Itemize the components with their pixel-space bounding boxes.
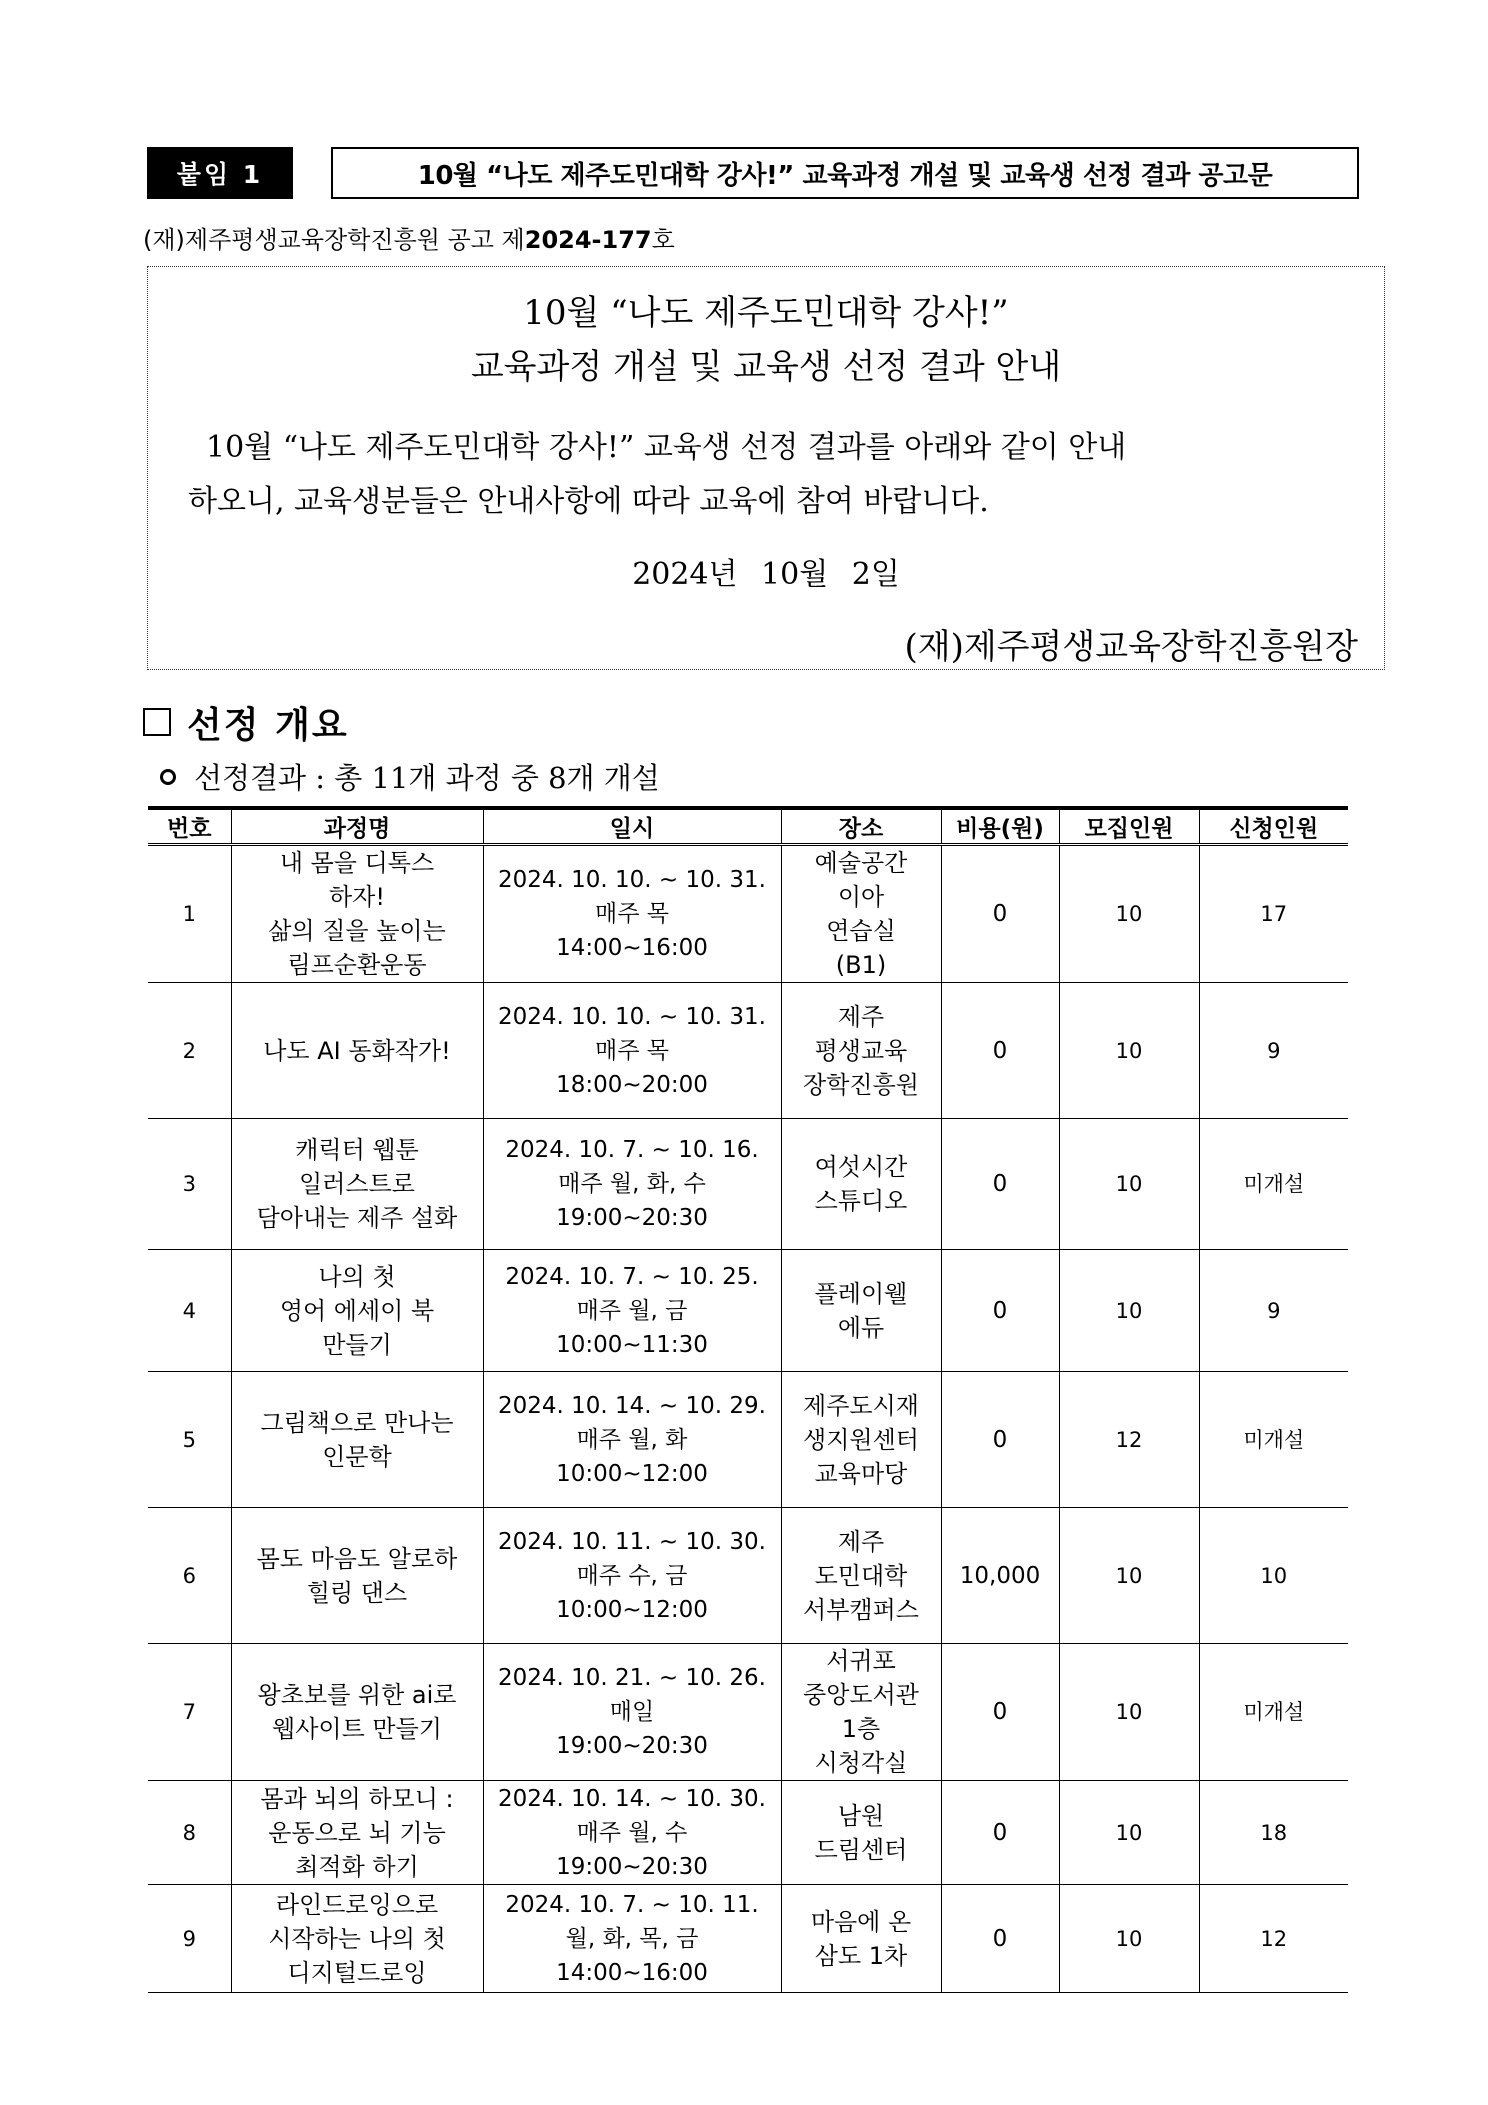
cell-name-line: 힐링 댄스	[306, 1578, 408, 1607]
table-row	[148, 1644, 1348, 1781]
cell-name-line: 몸과 뇌의 하모니 :	[260, 1784, 454, 1813]
cell-place-line: 플레이웰	[814, 1279, 908, 1308]
cell-date-line: 매주 월, 금	[576, 1297, 688, 1324]
cell-date-line: 2024. 10. 21. ~ 10. 26.	[498, 1665, 766, 1691]
cell-applicants: 9	[1199, 1250, 1348, 1372]
cell-date-line: 매일	[609, 1699, 655, 1725]
cell-date	[483, 845, 781, 983]
cell-place	[781, 1372, 941, 1508]
column-header-cost: 비용(원)	[941, 808, 1059, 845]
cell-applicants: 9	[1199, 983, 1348, 1119]
checkbox-icon	[143, 708, 171, 736]
cell-place-line: 제주	[837, 1002, 885, 1031]
cell-cost: 0	[941, 845, 1059, 983]
cell-date-line: 19:00~20:30	[556, 1205, 708, 1231]
cell-cost: 0	[941, 1644, 1059, 1781]
cell-date-line: 18:00~20:00	[556, 1071, 708, 1098]
cell-cost: 0	[941, 1885, 1059, 1993]
cell-applicants: 18	[1199, 1781, 1348, 1885]
cell-date	[483, 1644, 781, 1781]
cell-date-line: 2024. 10. 10. ~ 10. 31.	[498, 1003, 766, 1030]
cell-place-line: 1층	[841, 1715, 881, 1743]
cell-name-line: 내 몸을 디톡스	[279, 849, 435, 877]
cell-name-line: 나의 첫	[318, 1262, 396, 1291]
cell-place-line: 장학진흥원	[803, 1070, 919, 1099]
cell-date-line: 10:00~12:00	[556, 1460, 708, 1487]
cell-cost: 0	[941, 1119, 1059, 1250]
notice-body-line1: 10월 “나도 제주도민대학 강사!” 교육생 선정 결과를 아래와 같이 안내	[206, 430, 1127, 465]
notice-number-value: 2024-177	[524, 226, 652, 254]
cell-name-line: 웹사이트 만들기	[272, 1715, 442, 1743]
cell-place	[781, 1508, 941, 1644]
cell-name-line: 몸도 마음도 알로하	[256, 1544, 458, 1573]
cell-name-line: 하자!	[329, 883, 385, 911]
cell-name-line: 나도 AI 동화작가!	[263, 1036, 451, 1065]
cell-cost: 0	[941, 1781, 1059, 1885]
cell-place-line: 드림센터	[814, 1835, 908, 1864]
cell-place-line: 도민대학	[814, 1561, 908, 1590]
table-header-row	[148, 808, 1348, 845]
cell-place	[781, 1119, 941, 1250]
notice-body-line2: 하오니, 교육생분들은 안내사항에 따라 교육에 참여 바랍니다.	[188, 484, 989, 519]
cell-capacity: 10	[1059, 1781, 1199, 1885]
cell-name	[231, 1250, 483, 1372]
cell-date-line: 2024. 10. 14. ~ 10. 29.	[498, 1392, 766, 1419]
cell-cost: 0	[941, 1372, 1059, 1508]
cell-name-line: 삶의 질을 높이는	[268, 917, 446, 945]
cell-place-line: 이아	[837, 883, 885, 911]
cell-place	[781, 845, 941, 983]
cell-place-line: 여섯시간	[814, 1153, 908, 1181]
cell-cost: 0	[941, 1250, 1059, 1372]
cell-name-line: 운동으로 뇌 기능	[268, 1818, 446, 1847]
cell-name-line: 그림책으로 만나는	[260, 1408, 454, 1437]
column-header-date: 일시	[483, 808, 781, 845]
cell-date-line: 2024. 10. 7. ~ 10. 25.	[505, 1263, 759, 1290]
cell-capacity: 10	[1059, 1508, 1199, 1644]
cell-date	[483, 1885, 781, 1993]
cell-place-line: 예술공간	[814, 849, 908, 877]
cell-no: 8	[148, 1781, 231, 1885]
cell-name-line: 일러스트로	[299, 1170, 415, 1198]
cell-place-line: 평생교육	[814, 1036, 908, 1065]
course-table	[148, 806, 1348, 1993]
cell-name-line: 디지털드로잉	[287, 1958, 427, 1987]
cell-date-line: 2024. 10. 10. ~ 10. 31.	[498, 867, 766, 893]
table-row	[148, 1372, 1348, 1508]
notice-date: 2024년 10월 2일	[632, 557, 900, 592]
table-row	[148, 1508, 1348, 1644]
cell-date-line: 19:00~20:30	[556, 1853, 708, 1880]
cell-date-line: 2024. 10. 7. ~ 10. 11.	[505, 1891, 759, 1918]
cell-place-line: 삼도 1차	[814, 1941, 908, 1970]
cell-place-line: 교육마당	[814, 1459, 908, 1488]
cell-date-line: 14:00~16:00	[556, 1959, 708, 1986]
notice-number	[143, 220, 675, 255]
cell-name	[231, 1885, 483, 1993]
cell-date-line: 10:00~11:30	[556, 1331, 708, 1358]
cell-place	[781, 1885, 941, 1993]
notice-number-prefix: (재)제주평생교육장학진흥원 공고 제	[143, 226, 525, 254]
cell-name-line: 영어 에세이 북	[279, 1296, 435, 1325]
table-row	[148, 983, 1348, 1119]
cell-capacity: 10	[1059, 983, 1199, 1119]
cell-capacity: 12	[1059, 1372, 1199, 1508]
cell-no: 3	[148, 1119, 231, 1250]
cell-applicants: 미개설	[1199, 1644, 1348, 1781]
cell-capacity: 10	[1059, 1250, 1199, 1372]
document-title: 10월 “나도 제주도민대학 강사!” 교육과정 개설 및 교육생 선정 결과 공고문	[331, 147, 1359, 199]
notice-number-suffix: 호	[651, 226, 675, 254]
attachment-badge: 붙임 1	[147, 147, 293, 199]
column-header-capacity: 모집인원	[1059, 808, 1199, 845]
table-row	[148, 845, 1348, 983]
cell-no: 5	[148, 1372, 231, 1508]
cell-date-line: 매주 월, 화, 수	[558, 1171, 706, 1197]
cell-date	[483, 1372, 781, 1508]
cell-place-line: 남원	[837, 1801, 885, 1830]
cell-name	[231, 1372, 483, 1508]
cell-place-line: 생지원센터	[803, 1425, 919, 1454]
cell-applicants: 10	[1199, 1508, 1348, 1644]
column-header-place: 장소	[781, 808, 941, 845]
selection-summary	[160, 756, 660, 797]
cell-place-line: 연습실	[826, 917, 896, 945]
cell-date-line: 매주 월, 수	[576, 1819, 688, 1846]
notice-title-line1: 10월 “나도 제주도민대학 강사!”	[523, 293, 1009, 333]
summary-text: 선정결과 : 총 11개 과정 중 8개 개설	[194, 761, 660, 795]
cell-place-line: 시청각실	[814, 1749, 908, 1777]
cell-date	[483, 1781, 781, 1885]
section-title: 선정 개요	[187, 704, 349, 746]
circle-bullet-icon	[160, 769, 176, 785]
cell-date-line: 10:00~12:00	[556, 1596, 708, 1623]
cell-name-line: 담아내는 제주 설화	[256, 1204, 458, 1232]
cell-date-line: 19:00~20:30	[556, 1733, 708, 1759]
cell-applicants: 12	[1199, 1885, 1348, 1993]
cell-date-line: 매주 수, 금	[576, 1562, 688, 1589]
notice-body	[188, 421, 1348, 529]
cell-date	[483, 1119, 781, 1250]
cell-date	[483, 1508, 781, 1644]
cell-cost: 0	[941, 983, 1059, 1119]
notice-box	[147, 266, 1385, 670]
cell-place-line: (B1)	[835, 951, 887, 979]
cell-name-line: 왕초보를 위한 ai로	[257, 1681, 457, 1709]
cell-place-line: 마음에 온	[810, 1907, 912, 1936]
cell-name	[231, 845, 483, 983]
cell-name-line: 캐릭터 웹툰	[295, 1136, 419, 1164]
cell-date-line: 매주 목	[595, 901, 669, 927]
cell-place-line: 에듀	[837, 1313, 885, 1342]
cell-place-line: 제주도시재	[803, 1391, 919, 1420]
cell-name	[231, 1508, 483, 1644]
cell-applicants: 17	[1199, 845, 1348, 983]
cell-date-line: 2024. 10. 11. ~ 10. 30.	[498, 1528, 766, 1555]
cell-no: 6	[148, 1508, 231, 1644]
cell-date-line: 2024. 10. 7. ~ 10. 16.	[505, 1137, 759, 1163]
section-heading	[143, 700, 349, 744]
cell-capacity: 10	[1059, 1885, 1199, 1993]
cell-name-line: 만들기	[322, 1330, 392, 1359]
cell-date	[483, 1250, 781, 1372]
cell-capacity: 10	[1059, 1119, 1199, 1250]
header-row	[147, 147, 1359, 199]
cell-name	[231, 1119, 483, 1250]
cell-place-line: 스튜디오	[814, 1187, 908, 1215]
cell-place	[781, 1781, 941, 1885]
table-row	[148, 1885, 1348, 1993]
cell-place-line: 제주	[837, 1527, 885, 1556]
table-row	[148, 1250, 1348, 1372]
cell-place-line: 서귀포	[826, 1647, 896, 1675]
cell-date-line: 매주 월, 화	[576, 1426, 688, 1453]
cell-no: 2	[148, 983, 231, 1119]
column-header-applicants: 신청인원	[1199, 808, 1348, 845]
cell-date-line: 2024. 10. 14. ~ 10. 30.	[498, 1785, 766, 1812]
column-header-name: 과정명	[231, 808, 483, 845]
cell-applicants: 미개설	[1199, 1119, 1348, 1250]
cell-name	[231, 983, 483, 1119]
cell-name-line: 라인드로잉으로	[275, 1890, 439, 1919]
cell-place	[781, 1644, 941, 1781]
cell-cost: 10,000	[941, 1508, 1059, 1644]
cell-name-line: 최적화 하기	[295, 1852, 419, 1881]
cell-capacity: 10	[1059, 845, 1199, 983]
cell-place-line: 서부캠퍼스	[803, 1595, 919, 1624]
cell-date	[483, 983, 781, 1119]
cell-name-line: 림프순환운동	[287, 951, 427, 979]
table-row	[148, 1781, 1348, 1885]
cell-name-line: 시작하는 나의 첫	[268, 1924, 446, 1953]
cell-no: 4	[148, 1250, 231, 1372]
column-header-no: 번호	[148, 808, 231, 845]
cell-name	[231, 1781, 483, 1885]
cell-applicants: 미개설	[1199, 1372, 1348, 1508]
cell-date-line: 14:00~16:00	[556, 935, 708, 961]
cell-place-line: 중앙도서관	[803, 1681, 919, 1709]
cell-name	[231, 1644, 483, 1781]
cell-name-line: 인문학	[322, 1442, 392, 1471]
cell-no: 9	[148, 1885, 231, 1993]
cell-capacity: 10	[1059, 1644, 1199, 1781]
cell-place	[781, 1250, 941, 1372]
cell-date-line: 매주 목	[595, 1037, 669, 1064]
notice-organization: (재)제주평생교육장학진흥원장	[904, 627, 1358, 667]
cell-no: 7	[148, 1644, 231, 1781]
cell-no: 1	[148, 845, 231, 983]
table-row	[148, 1119, 1348, 1250]
cell-date-line: 월, 화, 목, 금	[565, 1925, 699, 1952]
cell-place	[781, 983, 941, 1119]
notice-title-line2: 교육과정 개설 및 교육생 선정 결과 안내	[470, 347, 1062, 387]
